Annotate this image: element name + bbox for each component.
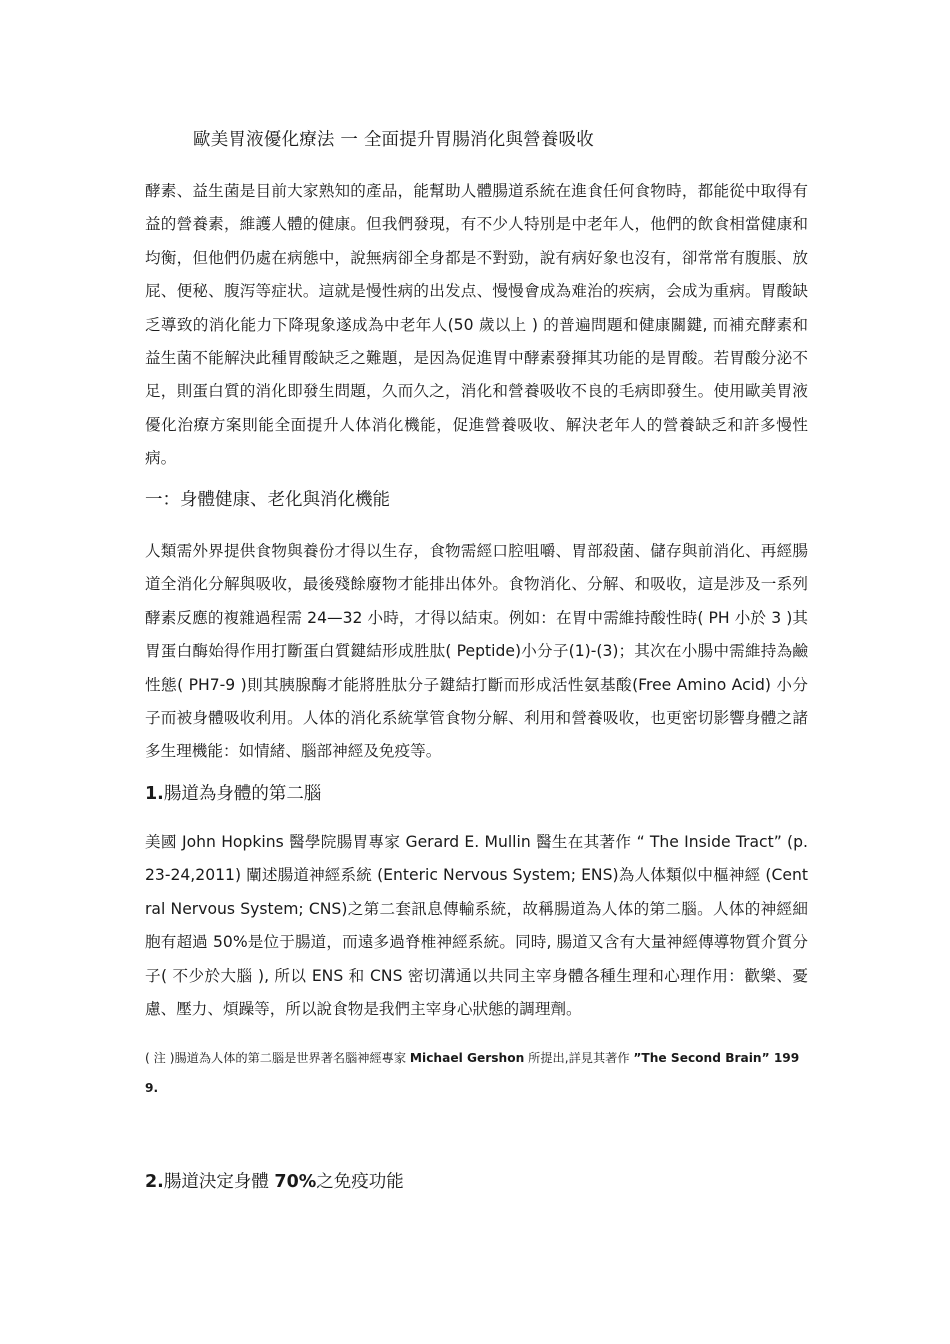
digestion-paragraph: 人類需外界提供食物與養份才得以生存，食物需經口腔咀嚼、胃部殺菌、儲存與前消化、再經腸道全消化分解與吸收，最後殘餘廢物才能排出体外。食物消化、分解、和吸收，這是涉及一系列酵素反應的複雜過程需 24—32 小時，才得以結束。例如：在胃中需維持酸性時( PH 小於 3 )其胃蛋白酶始得作用打斷蛋白質鍵結形成胜肽( Peptide)小分子(1)-(3)；其次在小腸中需維持為鹼性態( PH7-9 )則其胰腺酶才能將胜肽分子鍵結打斷而形成活性氨基酸(Free Amino Acid) 小分子而被身體吸收利用。人体的消化系統掌管食物分解、利用和營養吸收，也更密切影響身體之諸多生理機能：如情緒、腦部神經及免疫等。 <box>145 542 808 761</box>
document-title: 歐美胃液優化療法 一 全面提升胃腸消化與營養吸收 <box>193 130 594 150</box>
footnote <box>145 1043 808 1103</box>
footnote-prefix: ( 注 )腸道為人体的第二腦是世界著名腦神經專家 <box>145 1051 410 1065</box>
section-heading-immunity <box>145 1168 404 1193</box>
section-heading-second-brain <box>145 780 321 805</box>
section-heading-percent: 70% <box>274 1172 317 1192</box>
footnote-middle: 所提出,詳見其著作 <box>524 1051 634 1065</box>
footnote-author: Michael Gershon <box>409 1051 525 1065</box>
section-heading-text: 腸道為身體的第二腦 <box>163 784 322 804</box>
section-number: 2. <box>145 1172 164 1192</box>
footnote-book: ”The Second Brain” 1999. <box>145 1051 800 1095</box>
section-heading-text-end: 之免疫功能 <box>316 1172 404 1192</box>
section-heading-digestion: 一：身體健康、老化與消化機能 <box>145 490 390 510</box>
intro-paragraph: 酵素、益生菌是目前大家熟知的產品，能幫助人體腸道系統在進食任何食物時，都能從中取得有益的營養素，維護人體的健康。但我們發現，有不少人特別是中老年人，他們的飲食相當健康和均衡，但他們仍處在病態中，說無病卻全身都是不對勁，說有病好象也沒有，卻常常有腹脹、放屁、便秘、腹泻等症状。這就是慢性病的出发点、慢慢會成為难治的疾病，会成为重病。胃酸缺乏導致的消化能力下降現象遂成為中老年人(50 歲以上 ) 的普遍問題和健康關鍵, 而補充酵素和益生菌不能解決此種胃酸缺乏之難題，是因為促進胃中酵素發揮其功能的是胃酸。若胃酸分泌不足，則蛋白質的消化即發生問題，久而久之，消化和營養吸收不良的毛病即發生。使用歐美胃液優化治療方案則能全面提升人体消化機能，促進營養吸收、解決老年人的營養缺乏和許多慢性病。 <box>145 182 808 468</box>
section-number: 1. <box>145 784 164 804</box>
second-brain-paragraph: 美國 John Hopkins 醫學院腸胃專家 Gerard E. Mullin 醫生在其著作 “ The Inside Tract” (p.23-24,2011) 闡述腸道神經系統 (Enteric Nervous System; ENS)為人体類似中樞神經 (Central Nervous System; CNS)之第二套訊息傳輸系統，故稱腸道為人体的第二腦。人体的神經細胞有超過 50%是位于腸道，而遠多過脊椎神經系統。同時, 腸道又含有大量神經傳導物質介質分子( 不少於大腦 ), 所以 ENS 和 CNS 密切溝通以共同主宰身體各種生理和心理作用：歡樂、憂慮、壓力、煩躁等，所以說食物是我們主宰身心狀態的調理劑。 <box>145 833 808 1019</box>
section-heading-text: 腸道決定身體 <box>163 1172 275 1192</box>
